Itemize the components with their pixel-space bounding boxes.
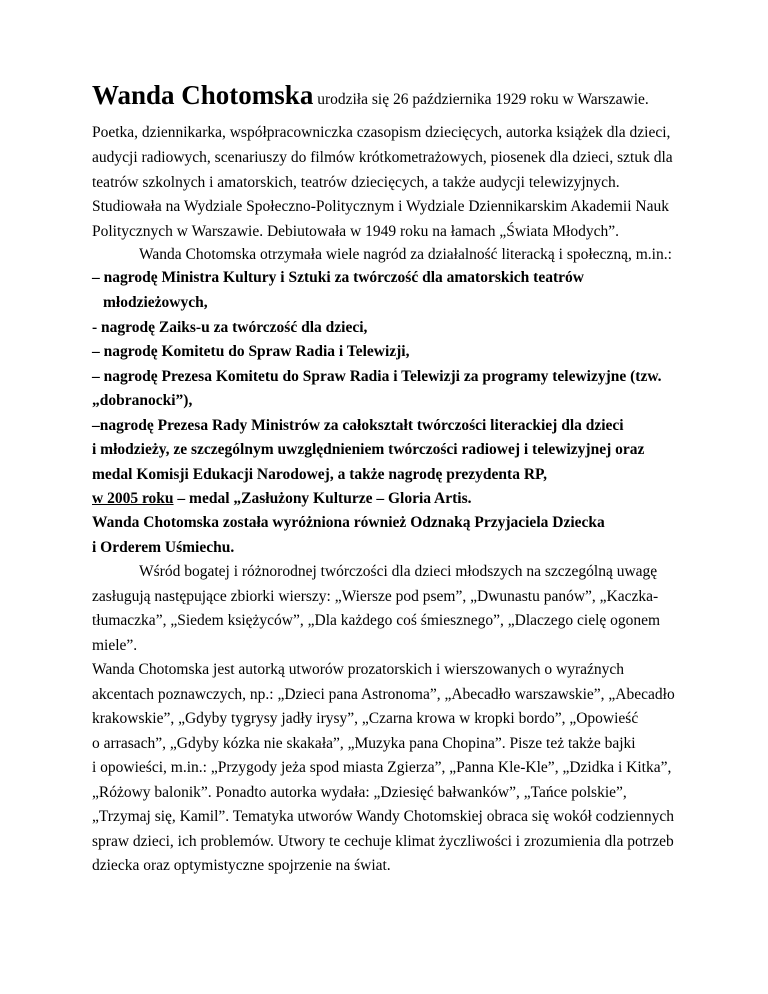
paragraph-line: akcentach poznawczych, np.: „Dzieci pana Astronoma”, „Abecadło warszawskie”, „Abecadło <box>92 686 675 703</box>
award-line: – nagrodę Komitetu do Spraw Radia i Telewizji, <box>92 343 410 360</box>
award-line: i młodzieży, ze szczególnym uwzględnieniem twórczości radiowej i telewizyjnej oraz <box>92 441 645 458</box>
paragraph-line: krakowskie”, „Gdyby tygrysy jadły irysy”, „Czarna krowa w kropki bordo”, „Opowieść <box>92 710 639 727</box>
award-line: i Orderem Uśmiechu. <box>92 539 235 556</box>
paragraph-line: Wśród bogatej i różnorodnej twórczości dla dzieci młodszych na szczególną uwagę <box>139 563 658 580</box>
paragraph-line: i opowieści, m.in.: „Przygody jeża spod miasta Zgierza”, „Panna Kle-Kle”, „Dzidka i Kitka”, <box>92 759 672 776</box>
author-name: Wanda Chotomska <box>92 80 314 110</box>
award-line: –nagrodę Prezesa Rady Ministrów za całokształt twórczości literackiej dla dzieci <box>92 417 624 434</box>
award-line: młodzieżowych, <box>103 294 208 311</box>
paragraph-line: Politycznych w Warszawie. Debiutowała w 1949 roku na łamach „Świata Młodych”. <box>92 223 620 240</box>
paragraph-line: spraw dzieci, ich problemów. Utwory te cechuje klimat życzliwości i zrozumienia dla potrzeb <box>92 833 674 850</box>
award-medal: – medal „Zasłużony Kulturze – Gloria Artis. <box>173 490 472 507</box>
paragraph-line: zasługują następujące zbiorki wierszy: „Wiersze pod psem”, „Dwunastu panów”, „Kaczka- <box>92 588 659 605</box>
award-line: - nagrodę Zaiks-u za twórczość dla dzieci, <box>92 319 368 336</box>
paragraph-line: Poetka, dziennikarka, współpracowniczka czasopism dziecięcych, autorka książek dla dzieci, <box>92 124 671 141</box>
title-rest: urodziła się 26 października 1929 roku w Warszawie. <box>313 91 649 108</box>
award-year: w 2005 roku <box>92 490 174 507</box>
paragraph-line: Studiowała na Wydziale Społeczno-Politycznym i Wydziale Dziennikarskim Akademii Nauk <box>92 198 669 215</box>
paragraph-line: Wanda Chotomska otrzymała wiele nagród za działalność literacką i społeczną, m.in.: <box>139 246 672 263</box>
award-line <box>92 490 471 508</box>
title-line <box>92 80 649 110</box>
paragraph-line: dziecka oraz optymistyczne spojrzenie na świat. <box>92 857 391 874</box>
paragraph-line: audycji radiowych, scenariuszy do filmów krótkometrażowych, piosenek dla dzieci, sztuk dla <box>92 149 673 166</box>
award-line: „dobranocki”), <box>92 392 193 409</box>
award-line: – nagrodę Ministra Kultury i Sztuki za twórczość dla amatorskich teatrów <box>92 269 584 286</box>
paragraph-line: teatrów szkolnych i amatorskich, teatrów dziecięcych, a także audycji telewizyjnych. <box>92 174 620 191</box>
paragraph-line: miele”. <box>92 637 138 654</box>
paragraph-line: „Różowy balonik”. Ponadto autorka wydała: „Dziesięć bałwanków”, „Tańce polskie”, <box>92 784 627 801</box>
paragraph-line: Wanda Chotomska jest autorką utworów prozatorskich i wierszowanych o wyraźnych <box>92 661 625 678</box>
award-line: medal Komisji Edukacji Narodowej, a także nagrodę prezydenta RP, <box>92 466 547 483</box>
paragraph-line: o arrasach”, „Gdyby kózka nie skakała”, „Muzyka pana Chopina”. Pisze też także bajki <box>92 735 636 752</box>
award-line: Wanda Chotomska została wyróżniona również Odznaką Przyjaciela Dziecka <box>92 514 605 531</box>
paragraph-line: tłumaczka”, „Siedem księżyców”, „Dla każdego coś śmiesznego”, „Dlaczego cielę ogonem <box>92 612 661 629</box>
award-line: – nagrodę Prezesa Komitetu do Spraw Radia i Telewizji za programy telewizyjne (tzw. <box>92 368 662 385</box>
paragraph-line: „Trzymaj się, Kamil”. Tematyka utworów Wandy Chotomskiej obraca się wokół codziennych <box>92 808 674 825</box>
